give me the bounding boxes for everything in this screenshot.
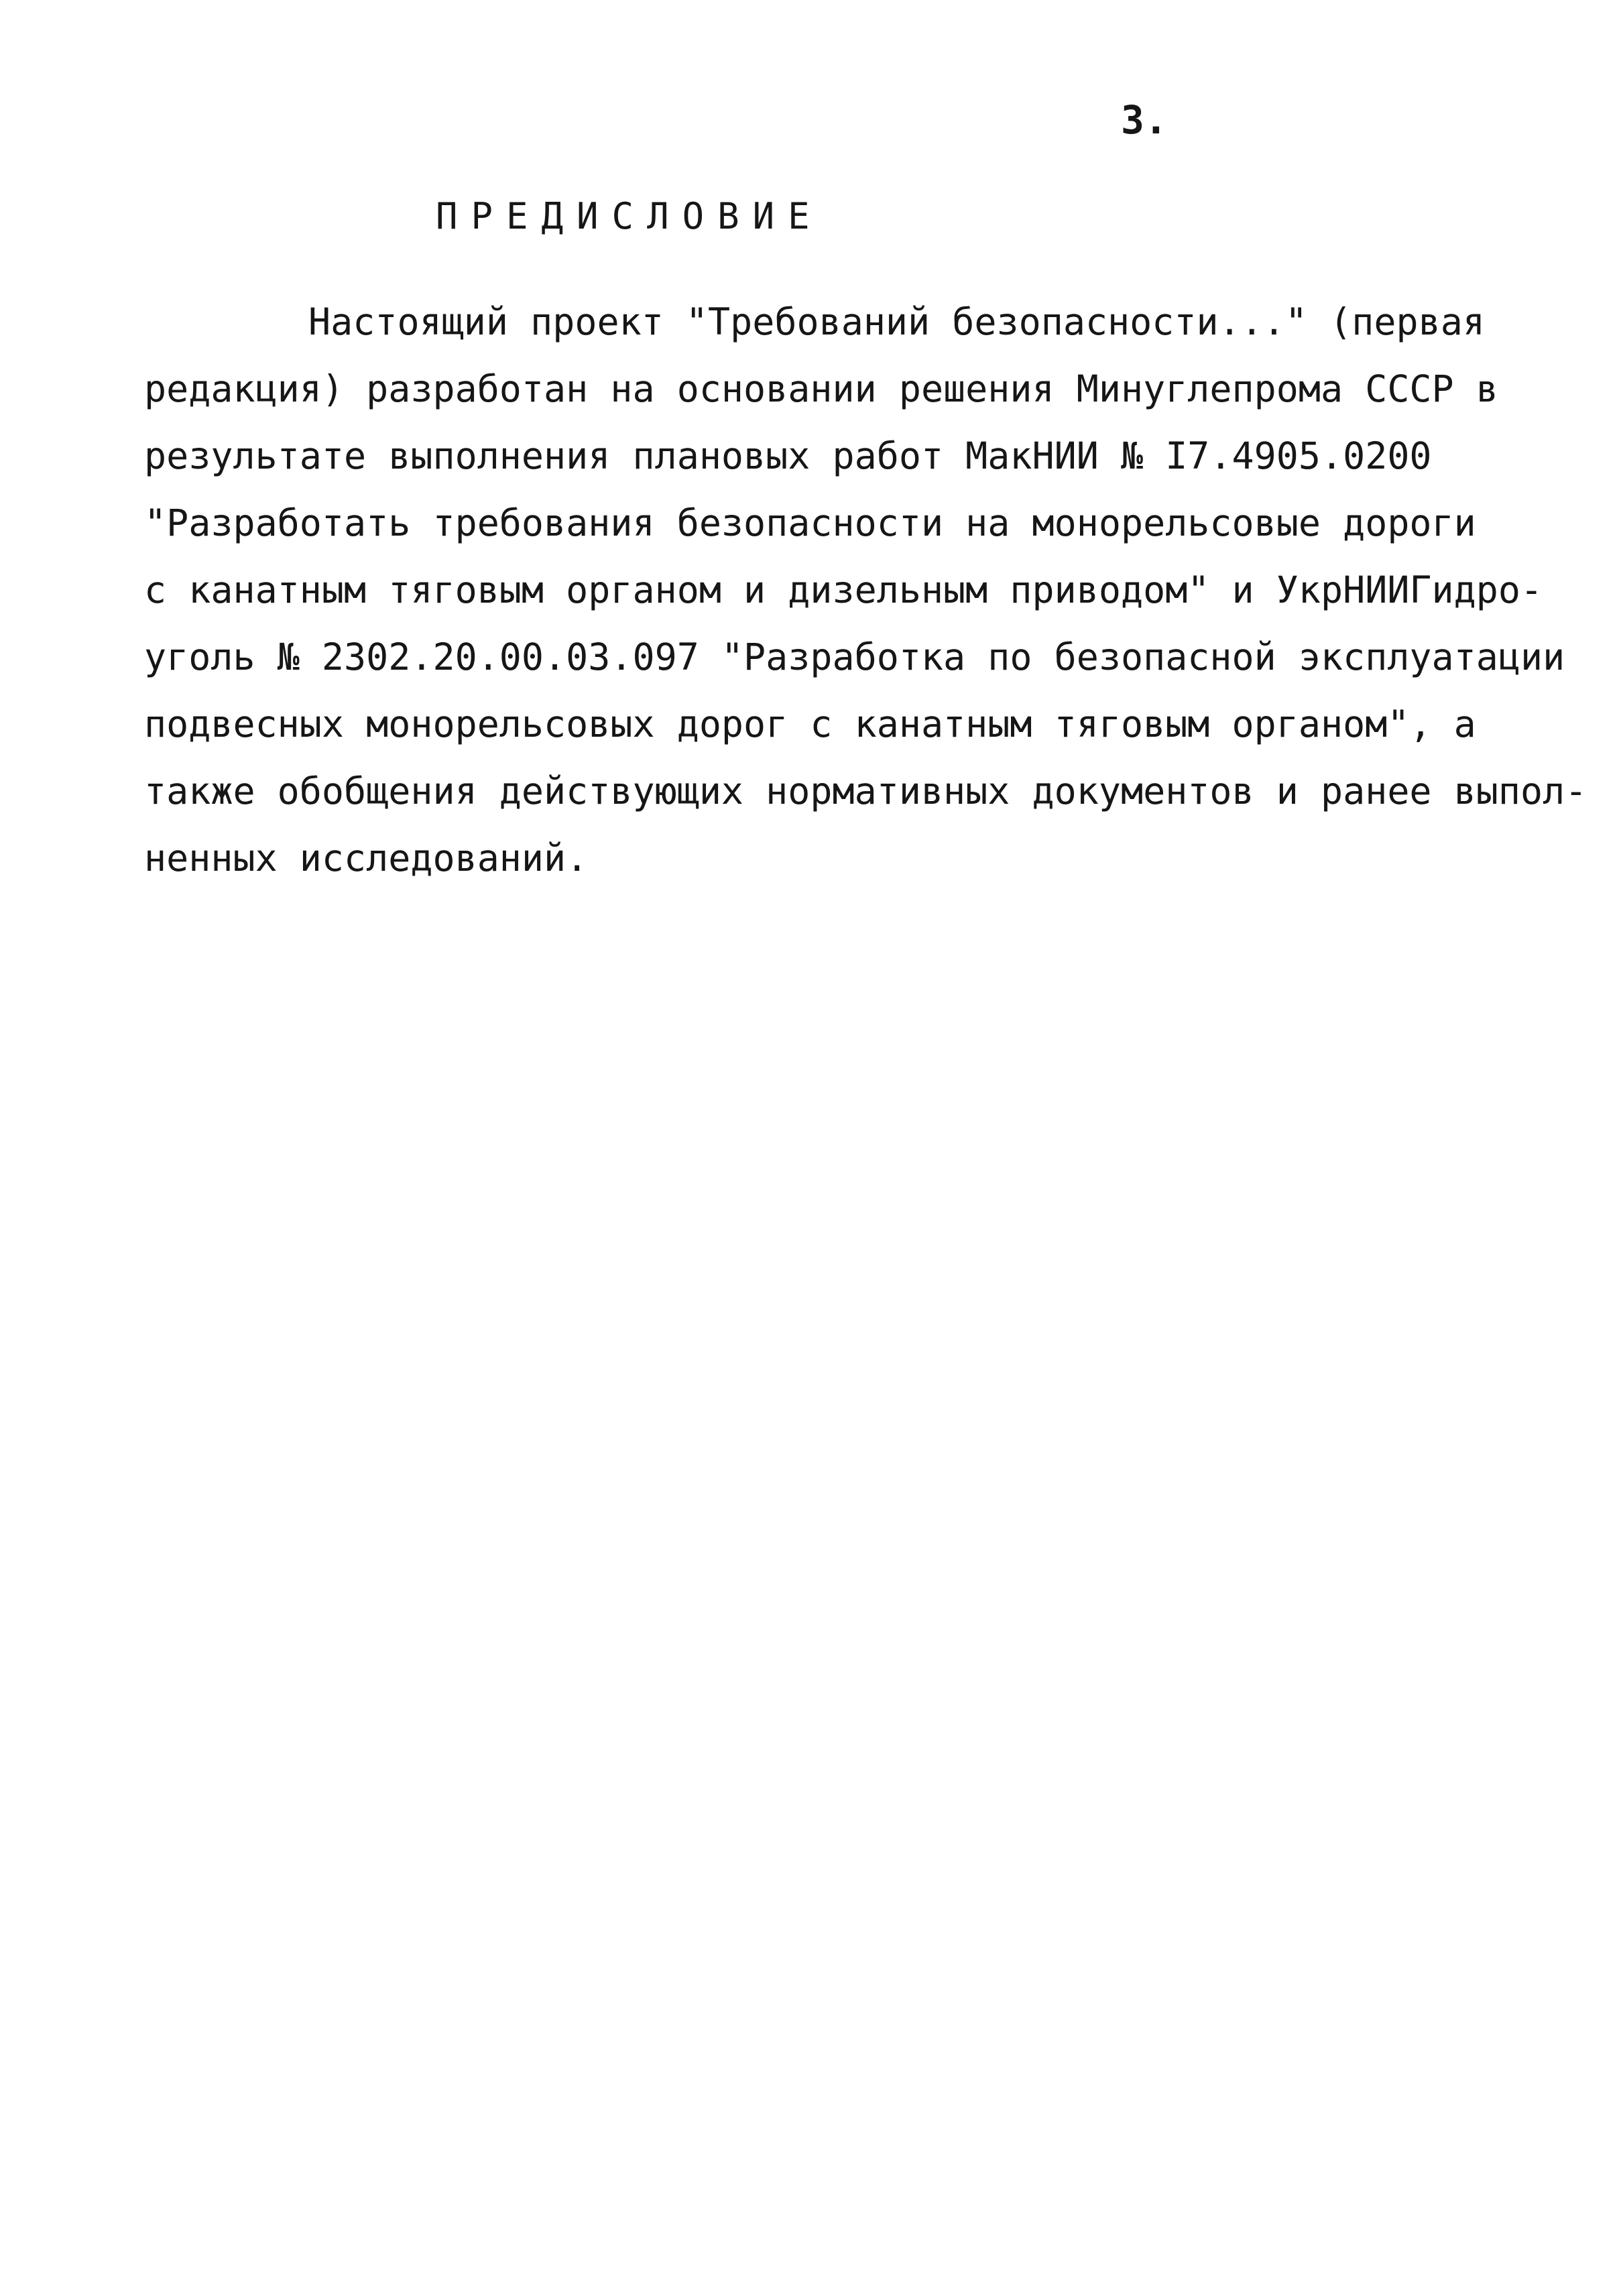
paragraph-line: результате выполнения плановых работ МакНИИ № I7.4905.0200: [144, 434, 1432, 477]
preface-paragraph: [144, 288, 1587, 892]
paragraph-line: редакция) разработан на основании решения Минуглепрома СССР в: [144, 367, 1498, 410]
paragraph-line: с канатным тяговым органом и дизельным приводом" и УкрНИИГидро-: [144, 568, 1543, 611]
section-heading: ПРЕДИСЛОВИЕ: [436, 195, 823, 237]
paragraph-line: "Разработать требования безопасности на монорельсовые дороги: [144, 501, 1476, 544]
paragraph-line: Настоящий проект "Требований безопасности..." (первая: [308, 300, 1485, 343]
paragraph-line: также обобщения действующих нормативных документов и ранее выпол-: [144, 770, 1587, 812]
paragraph-line: подвесных монорельсовых дорог с канатным тяговым органом", а: [144, 703, 1476, 745]
paragraph-line: ненных исследований.: [144, 837, 589, 880]
paragraph-line: уголь № 2302.20.00.03.097 "Разработка по безопасной эксплуатации: [144, 636, 1565, 678]
page-number: 3.: [1121, 97, 1168, 143]
